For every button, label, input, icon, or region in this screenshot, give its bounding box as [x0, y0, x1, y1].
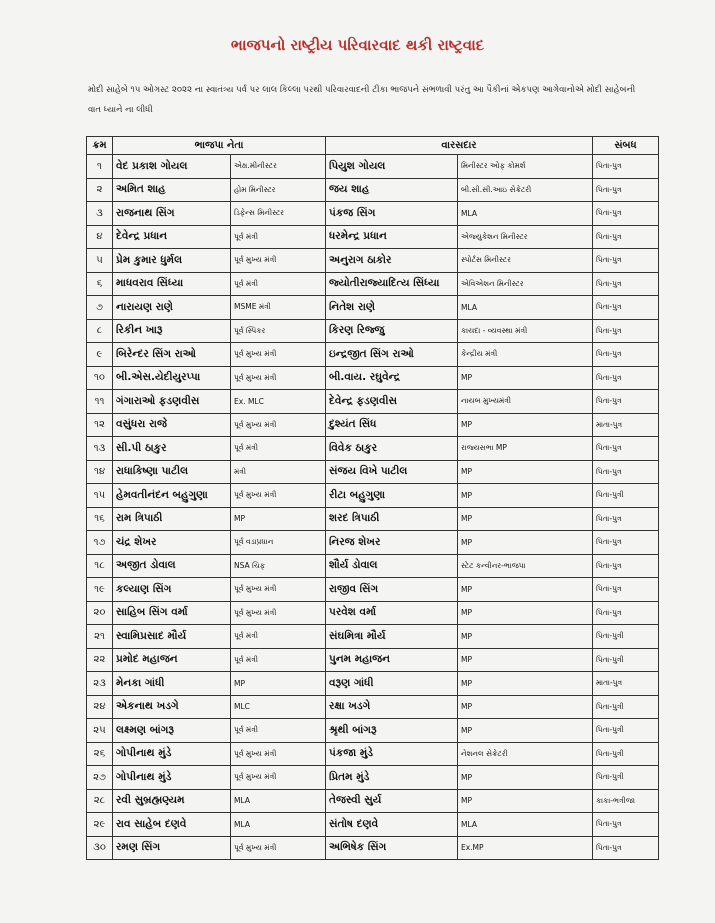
- leader-post: MP: [231, 672, 326, 696]
- table-row: [87, 413, 659, 437]
- relation: પિતા-પુત્ર: [593, 437, 659, 461]
- relation: પિતા-પુત્રી: [593, 766, 659, 790]
- relation: પિતા-પુત્રી: [593, 719, 659, 743]
- relation: પિતા-પુત્રી: [593, 648, 659, 672]
- table-row: [87, 695, 659, 719]
- heir-post: સ્ટેટ કન્વીનર-ભાજપા: [458, 554, 593, 578]
- leader-post: Ex. MLC: [231, 390, 326, 414]
- heir-post: MP: [458, 601, 593, 625]
- heir-post: Ex.MP: [458, 836, 593, 860]
- leader-name: ગોપીનાથ મુંડે: [113, 766, 231, 790]
- heir-name: સંજય વિખે પાટીલ: [326, 460, 458, 484]
- heir-name: દેવેન્દ્ર ફડણવીસ: [326, 390, 458, 414]
- table-row: [87, 719, 659, 743]
- leader-name: પ્રમોદ મહાજન: [113, 648, 231, 672]
- heir-name: નિરજ શેખર: [326, 531, 458, 555]
- table-body: [87, 155, 659, 860]
- leader-name: મેનકા ગાંધી: [113, 672, 231, 696]
- row-number: ૧૭: [87, 531, 113, 555]
- heir-post: MP: [458, 766, 593, 790]
- leader-name: સ્વામિપ્રસાદ મૌર્ય: [113, 625, 231, 649]
- row-number: ૧૯: [87, 578, 113, 602]
- table-row: [87, 178, 659, 202]
- row-number: ૨૪: [87, 695, 113, 719]
- row-number: ૨૮: [87, 789, 113, 813]
- heir-post: MP: [458, 484, 593, 508]
- leader-name: રાજનાથ સિંગ: [113, 202, 231, 226]
- table-row: [87, 390, 659, 414]
- relation: પિતા-પુત્ર: [593, 813, 659, 837]
- row-number: ૯: [87, 343, 113, 367]
- heir-post: MP: [458, 695, 593, 719]
- relation: માતા-પુત્ર: [593, 413, 659, 437]
- heir-post: MP: [458, 460, 593, 484]
- leader-name: રાધાકિષ્ણા પાટીલ: [113, 460, 231, 484]
- relation: પિતા-પુત્રી: [593, 625, 659, 649]
- relation: પિતા-પુત્ર: [593, 390, 659, 414]
- heir-post: MP: [458, 507, 593, 531]
- leader-name: સી.પી ઠાકુર: [113, 437, 231, 461]
- leader-post: MSME મંત્રી: [231, 296, 326, 320]
- heir-name: નિતેશ રાણે: [326, 296, 458, 320]
- table-row: [87, 343, 659, 367]
- relations-table: [86, 136, 659, 860]
- heir-post: નાયબ મુખ્યમંત્રી: [458, 390, 593, 414]
- table-row: [87, 366, 659, 390]
- heir-post: MP: [458, 719, 593, 743]
- row-number: ૮: [87, 319, 113, 343]
- row-number: ૨: [87, 178, 113, 202]
- leader-name: રવી સુબ્રહ્મણ્યમ: [113, 789, 231, 813]
- table-row: [87, 789, 659, 813]
- heir-name: દુશ્યંત સિંધ: [326, 413, 458, 437]
- leader-post: પૂર્વ વડાપ્રધાન: [231, 531, 326, 555]
- row-number: ૨૦: [87, 601, 113, 625]
- relation: પિતા-પુત્ર: [593, 225, 659, 249]
- leader-name: રમણ સિંગ: [113, 836, 231, 860]
- leader-post: ડિફેન્સ મિનીસ્ટર: [231, 202, 326, 226]
- relation: પિતા-પુત્ર: [593, 578, 659, 602]
- heir-name: પિયુશ ગોયલ: [326, 155, 458, 179]
- leader-name: હેમવતીનંદન બહુગુણા: [113, 484, 231, 508]
- heir-name: પંકજ સિંગ: [326, 202, 458, 226]
- leader-name: રામ ત્રિપાઠી: [113, 507, 231, 531]
- leader-name: રિકીન ખારૂ: [113, 319, 231, 343]
- leader-name: બિરેન્દર સિંગ રાઓ: [113, 343, 231, 367]
- heir-name: શૌર્ય ડોવાલ: [326, 554, 458, 578]
- heir-name: પુનમ મહાજન: [326, 648, 458, 672]
- table-row: [87, 625, 659, 649]
- heir-name: વિવેક ઠાકુર: [326, 437, 458, 461]
- row-number: ૫: [87, 249, 113, 273]
- relation: કાકા-ભત્રીજા: [593, 789, 659, 813]
- heir-name: ઇન્દ્રજીત સિંગ રાઓ: [326, 343, 458, 367]
- leader-name: સાહિબ સિંગ વર્મા: [113, 601, 231, 625]
- leader-post: હોમ મિનીસ્ટર: [231, 178, 326, 202]
- heir-name: રીટા બહુગુણા: [326, 484, 458, 508]
- relation: પિતા-પુત્ર: [593, 460, 659, 484]
- relation: પિતા-પુત્ર: [593, 343, 659, 367]
- relation: પિતા-પુત્રી: [593, 695, 659, 719]
- table-row: [87, 766, 659, 790]
- row-number: ૧૧: [87, 390, 113, 414]
- table-row: [87, 601, 659, 625]
- leader-post: પૂર્વ મંત્રી: [231, 437, 326, 461]
- heir-name: અભિષેક સિંગ: [326, 836, 458, 860]
- leader-post: પૂર્વ મુખ્ય મંત્રી: [231, 249, 326, 273]
- heir-post: MP: [458, 531, 593, 555]
- heir-name: રક્ષા ખડગે: [326, 695, 458, 719]
- leader-name: કલ્યાણ સિંગ: [113, 578, 231, 602]
- relation: પિતા-પુત્ર: [593, 836, 659, 860]
- leader-name: માધવરાવ સિંધ્યા: [113, 272, 231, 296]
- heir-name: પરવેશ વર્મા: [326, 601, 458, 625]
- leader-post: પૂર્વ મુખ્ય મંત્રી: [231, 343, 326, 367]
- leader-name: બી.એસ.યેદીયુરપ્પા: [113, 366, 231, 390]
- row-number: ૧૦: [87, 366, 113, 390]
- leader-post: પૂર્વ મંત્રી: [231, 272, 326, 296]
- heir-post: બી.સી.સી.આઇ સેક્રેટરી: [458, 178, 593, 202]
- leader-name: ગંગારાઓ ફડણવીસ: [113, 390, 231, 414]
- table-row: [87, 742, 659, 766]
- row-number: ૨૯: [87, 813, 113, 837]
- leader-post: પૂર્વ મુખ્ય મંત્રી: [231, 836, 326, 860]
- heir-name: અનુરાગ ઠાકોર: [326, 249, 458, 273]
- table-row: [87, 554, 659, 578]
- relation: પિતા-પુત્રી: [593, 484, 659, 508]
- heir-name: પ્રિતમ મુંડે: [326, 766, 458, 790]
- leader-name: પ્રેમ કુમાર ધુર્મલ: [113, 249, 231, 273]
- heir-post: MLA: [458, 296, 593, 320]
- table-row: [87, 648, 659, 672]
- relation: પિતા-પુત્રી: [593, 742, 659, 766]
- row-number: ૧૩: [87, 437, 113, 461]
- leader-post: મંત્રી: [231, 460, 326, 484]
- page-title: ભાજપનો રાષ્ટ્રીય પરિવારવાદ થકી રાષ્ટ્રવાદ: [230, 36, 485, 54]
- leader-post: પૂર્વ મુખ્ય મંત્રી: [231, 578, 326, 602]
- leader-post: MP: [231, 507, 326, 531]
- relation: પિતા-પુત્ર: [593, 531, 659, 555]
- leader-name: અજીત ડોવાલ: [113, 554, 231, 578]
- leader-post: પૂર્વ મંત્રી: [231, 719, 326, 743]
- leader-name: એકનાથ ખડગે: [113, 695, 231, 719]
- heir-post: એવિએશન મિનીસ્ટર: [458, 272, 593, 296]
- heir-name: પંકજા મુંડે: [326, 742, 458, 766]
- table-header-row: [87, 137, 659, 155]
- leader-post: MLC: [231, 695, 326, 719]
- heir-name: શ્રૃથી બાંગરૂ: [326, 719, 458, 743]
- heir-post: કેન્દ્રીય મંત્રી: [458, 343, 593, 367]
- table-row: [87, 437, 659, 461]
- row-number: ૨૫: [87, 719, 113, 743]
- table-row: [87, 578, 659, 602]
- leader-name: અમિત શાહ: [113, 178, 231, 202]
- heir-post: MP: [458, 648, 593, 672]
- row-number: ૨૨: [87, 648, 113, 672]
- leader-name: વેદ પ્રકાશ ગોયલ: [113, 155, 231, 179]
- leader-post: પૂર્વ મંત્રી: [231, 225, 326, 249]
- row-number: ૧: [87, 155, 113, 179]
- leader-name: વસુંધરા રાજે: [113, 413, 231, 437]
- header-relation: સંબધ: [593, 137, 659, 155]
- heir-name: રાજીવ સિંગ: [326, 578, 458, 602]
- table-row: [87, 319, 659, 343]
- relation: પિતા-પુત્ર: [593, 554, 659, 578]
- table-row: [87, 460, 659, 484]
- heir-post: MLA: [458, 202, 593, 226]
- table-row: [87, 249, 659, 273]
- heir-post: MP: [458, 672, 593, 696]
- leader-post: પૂર્વ મુખ્ય મંત્રી: [231, 742, 326, 766]
- heir-post: એજ્યુકેશન મિનીસ્ટર: [458, 225, 593, 249]
- leader-name: ચંદ્ર શેખર: [113, 531, 231, 555]
- leader-post: MLA: [231, 789, 326, 813]
- leader-name: રાવ સાહેબ દણવે: [113, 813, 231, 837]
- heir-post: MP: [458, 413, 593, 437]
- leader-name: લક્ષ્મણ બાંગરૂ: [113, 719, 231, 743]
- heir-name: બી.વાય. રઘુવેન્દ્ર: [326, 366, 458, 390]
- relation: પિતા-પુત્ર: [593, 296, 659, 320]
- relation: પિતા-પુત્ર: [593, 155, 659, 179]
- leader-post: પૂર્વ મંત્રી: [231, 648, 326, 672]
- table-row: [87, 155, 659, 179]
- row-number: ૨૩: [87, 672, 113, 696]
- heir-name: સંઘમિત્રા મૌર્ય: [326, 625, 458, 649]
- leader-post: પૂર્વ મંત્રી: [231, 625, 326, 649]
- leader-post: પૂર્વ મુખ્ય મંત્રી: [231, 413, 326, 437]
- heir-post: MP: [458, 578, 593, 602]
- table-row: [87, 225, 659, 249]
- relation: માતા-પુત્ર: [593, 672, 659, 696]
- heir-name: તેજસ્વી સુર્ય: [326, 789, 458, 813]
- header-leader: ભાજપા નેતા: [113, 137, 326, 155]
- row-number: ૧૬: [87, 507, 113, 531]
- header-number: ક્રમ: [87, 137, 113, 155]
- heir-name: શરદ ત્રિપાઠી: [326, 507, 458, 531]
- relation: પિતા-પુત્ર: [593, 272, 659, 296]
- relation: પિતા-પુત્ર: [593, 366, 659, 390]
- heir-name: જ્યોતીરાજ્યાદિત્ય સિંધ્યા: [326, 272, 458, 296]
- leader-name: દેવેન્દ્ર પ્રધાન: [113, 225, 231, 249]
- row-number: ૧૪: [87, 460, 113, 484]
- row-number: ૧૨: [87, 413, 113, 437]
- leader-name: ગોપીનાથ મુંડે: [113, 742, 231, 766]
- heir-post: કાયદા - વ્યવસ્થા મંત્રી: [458, 319, 593, 343]
- heir-name: જય શાહ: [326, 178, 458, 202]
- table-row: [87, 272, 659, 296]
- heir-post: MP: [458, 366, 593, 390]
- intro-paragraph: મોદી સાહેબે ૧૫ ઓગસ્ટ ૨૦૨૨ ના સ્વાતંત્ર્ય પર્વ પર લાલ કિલ્લા પરથી પરિવારવાદની ટીકા ભાજપને સંભળાવી પરંતુ આ પૈકીનાં એકપણ આગેવાનોએ મોદી સાહેબની વાત ધ્યાને ના લીધી: [88, 85, 636, 115]
- table-row: [87, 296, 659, 320]
- table-row: [87, 484, 659, 508]
- heir-post: MP: [458, 789, 593, 813]
- leader-name: નારાયણ રાણે: [113, 296, 231, 320]
- relation: પિતા-પુત્ર: [593, 178, 659, 202]
- row-number: ૬: [87, 272, 113, 296]
- row-number: ૨૧: [87, 625, 113, 649]
- leader-post: NSA ચિફ: [231, 554, 326, 578]
- leader-post: પૂર્વ મુખ્ય મંત્રી: [231, 366, 326, 390]
- header-heir: વારસદાર: [326, 137, 593, 155]
- leader-post: પૂર્વ મુખ્ય મંત્રી: [231, 766, 326, 790]
- heir-post: MP: [458, 625, 593, 649]
- relation: પિતા-પુત્ર: [593, 249, 659, 273]
- heir-post: MLA: [458, 813, 593, 837]
- heir-post: નેશનલ સેક્રેટરી: [458, 742, 593, 766]
- row-number: ૧૮: [87, 554, 113, 578]
- table-row: [87, 836, 659, 860]
- row-number: ૪: [87, 225, 113, 249]
- heir-post: મિનીસ્ટર ઓફ કોમર્શ: [458, 155, 593, 179]
- relation: પિતા-પુત્ર: [593, 202, 659, 226]
- table-row: [87, 202, 659, 226]
- heir-name: ધરમેન્દ્ર પ્રધાન: [326, 225, 458, 249]
- leader-post: એક્ષ.મીનીસ્ટર: [231, 155, 326, 179]
- leader-post: પૂર્વ મુખ્ય મંત્રી: [231, 484, 326, 508]
- heir-name: સંતોષ દણવે: [326, 813, 458, 837]
- leader-post: પૂર્વ મુખ્ય મંત્રી: [231, 601, 326, 625]
- row-number: ૨૬: [87, 742, 113, 766]
- row-number: ૨૭: [87, 766, 113, 790]
- relation: પિતા-પુત્ર: [593, 601, 659, 625]
- heir-name: કિરણ રિજ્જુ: [326, 319, 458, 343]
- leader-post: પૂર્વ સ્પિકર: [231, 319, 326, 343]
- heir-post: સ્પોર્ટસ મિનીસ્ટર: [458, 249, 593, 273]
- row-number: ૩: [87, 202, 113, 226]
- row-number: ૧૫: [87, 484, 113, 508]
- heir-post: રાજ્યસભા MP: [458, 437, 593, 461]
- row-number: ૩૦: [87, 836, 113, 860]
- table-row: [87, 507, 659, 531]
- relation: પિતા-પુત્ર: [593, 507, 659, 531]
- row-number: ૭: [87, 296, 113, 320]
- table-row: [87, 813, 659, 837]
- table-row: [87, 531, 659, 555]
- relation: પિતા-પુત્ર: [593, 319, 659, 343]
- heir-name: વરૂણ ગાંધી: [326, 672, 458, 696]
- table-row: [87, 672, 659, 696]
- leader-post: MLA: [231, 813, 326, 837]
